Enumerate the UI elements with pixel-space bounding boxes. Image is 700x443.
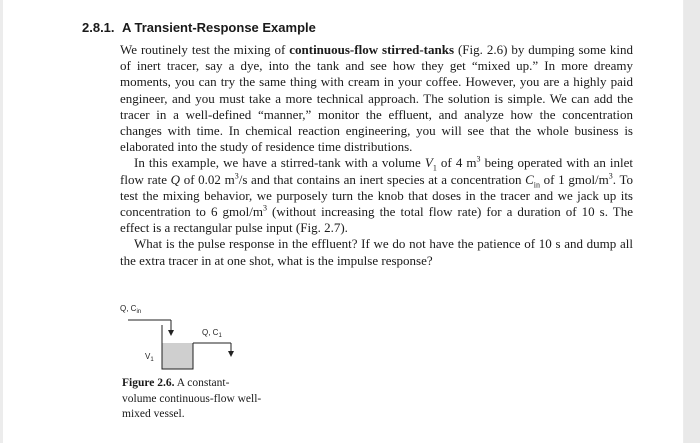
section-title: A Transient-Response Example bbox=[122, 20, 316, 35]
section-heading bbox=[82, 20, 642, 35]
section-number: 2.8.1. bbox=[82, 20, 115, 35]
p2-var-c-sub: in bbox=[533, 180, 541, 190]
outlet-label: Q, $C_1$ bbox=[202, 328, 222, 339]
tank-liquid bbox=[162, 343, 193, 369]
paragraph-1 bbox=[120, 42, 633, 155]
p1-bold-term: continuous-flow stirred-tanks bbox=[289, 42, 455, 57]
inlet-arrow-icon bbox=[168, 330, 174, 336]
p2-text-f: of 1 gmol/m bbox=[540, 171, 609, 187]
outlet-arrow-icon bbox=[228, 351, 234, 357]
stirred-tank-figure bbox=[118, 300, 278, 370]
p2-sup-c: 3 bbox=[608, 171, 613, 181]
p2-var-v-sub: 1 bbox=[432, 164, 437, 174]
p2-var-c: C bbox=[525, 171, 534, 187]
p1-text-b: (Fig. 2.6) by dumping some kind of inert tracer, say a dye, into the tank and see how they get “mixed up.” In more dreamy moments, you can try the same thing with cream in your coffee. However, you are a highly paid engineer, and you must take a more technical approach. The solution is simple. We can add the tracer in a well-defined “manner,” monitor the effluent, and analyze how the concentration changes with time. In chemical reaction engineering, you will see that the whole business is elaborated into the study of residence time distributions. bbox=[120, 42, 633, 155]
p2-text-h: (without increasing the total flow rate) for a duration of 10 s. The effect is a rectangular pulse input (Fig. 2.7). bbox=[120, 204, 634, 236]
caption-text: A constant-volume continuous-flow well-mixed vessel. bbox=[122, 377, 262, 420]
p2-text-d: of 0.02 m bbox=[180, 171, 235, 187]
figure-caption bbox=[122, 376, 262, 423]
inlet-label: Q, $C_{in}$ bbox=[120, 304, 142, 315]
caption-label: Figure 2.6. bbox=[122, 377, 175, 389]
volume-label: $V_1$ bbox=[145, 352, 154, 363]
p2-var-q: Q bbox=[170, 171, 181, 187]
p2-sup-a: 3 bbox=[476, 155, 481, 165]
p2-text-g: . To test the mixing behavior, we purposely turn the knob that doses in the tracer and we jack up its concentration to 6 gmol/m bbox=[120, 171, 633, 220]
p2-text-e: /s and that contains an inert species at a concentration bbox=[238, 171, 526, 187]
p2-text-a: In this example, we have a stirred-tank with a volume bbox=[134, 155, 425, 171]
paragraph-2 bbox=[120, 155, 633, 236]
p2-text-b: of 4 m bbox=[436, 155, 477, 171]
p2-text-c: being operated with an inlet flow rate bbox=[120, 155, 633, 187]
p2-sup-d: 3 bbox=[262, 203, 267, 213]
viewer-side-rail bbox=[684, 0, 700, 443]
paragraph-3: What is the pulse response in the effluent? If we do not have the patience of 10 s and dump all the extra tracer in at one shot, what is the impulse response? bbox=[120, 236, 633, 268]
p2-sup-b: 3 bbox=[234, 171, 239, 181]
p2-var-v: V bbox=[424, 155, 433, 171]
p1-text-a: We routinely test the mixing of bbox=[120, 42, 290, 57]
body-text bbox=[120, 42, 633, 269]
